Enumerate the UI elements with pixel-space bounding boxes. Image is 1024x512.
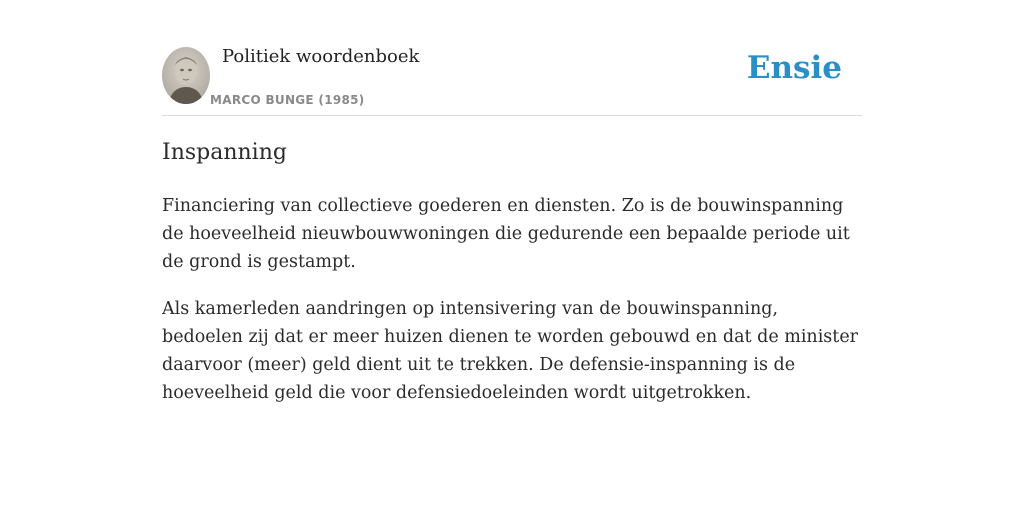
entry-paragraph: Financiering van collectieve goederen en diensten. Zo is de bouwinspanning de hoeveelheid nieuwbouwwoningen die gedurende een bepaalde periode uit de grond is gestampt. [162,196,850,272]
author-byline: MARCO BUNGE (1985) [210,93,365,107]
ensie-logo[interactable]: Ensie [746,50,842,86]
entry-header [162,0,862,116]
entry-title: Inspanning [162,140,287,165]
author-portrait-icon [162,47,210,104]
book-title[interactable]: Politiek woordenboek [222,46,420,67]
entry-paragraph: Als kamerleden aandringen op intensivering van de bouwinspanning, bedoelen zij dat er meer huizen dienen te worden gebouwd en dat de minister daarvoor (meer) geld dient uit te trekken. De defensie-inspanning is de hoeveelheid geld die voor defensiedoeleinden wordt uitgetrokken. [162,299,859,403]
author-avatar [162,47,210,104]
entry-card [162,0,862,403]
